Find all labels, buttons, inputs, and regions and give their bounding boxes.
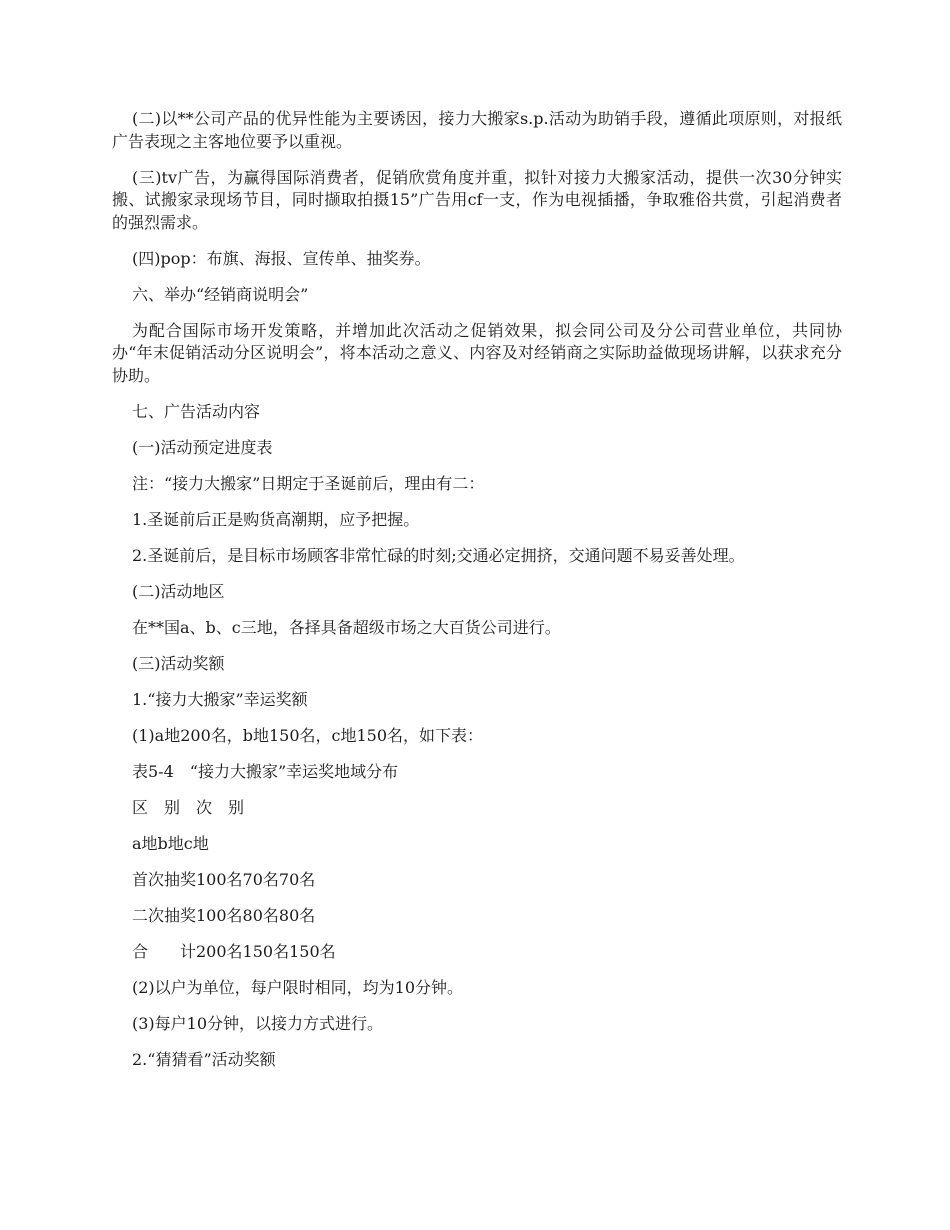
paragraph-newspaper-ad: (二)以**公司产品的优异性能为主要诱因，接力大搬家s.p.活动为助销手段，遵循此项原则，对报纸广告表现之主客地位要予以重视。 bbox=[112, 109, 842, 151]
table-row-first-draw: 首次抽奖100名70名70名 bbox=[132, 869, 316, 889]
paragraph-tv-ad: (三)tv广告，为赢得国际消费者，促销欣赏角度并重，拟针对接力大搬家活动，提供一次30分钟实搬、试搬家录现场节目，同时撷取拍摄15”广告用cf一支，作为电视插播，争取雅俗共赏，引起消费者的强烈需求。 bbox=[112, 167, 842, 232]
list-item-reason-1: 1.圣诞前后正是购货高潮期，应予把握。 bbox=[132, 509, 420, 529]
paragraph-pop: (四)pop：布旗、海报、宣传单、抽奖券。 bbox=[132, 248, 431, 268]
list-item-lucky-prize: 1.“接力大搬家”幸运奖额 bbox=[132, 689, 308, 709]
table-caption: 表5-4 “接力大搬家”幸运奖地域分布 bbox=[132, 761, 399, 781]
list-item-reason-2: 2.圣诞前后，是目标市场顾客非常忙碌的时刻;交通必定拥挤，交通问题不易妥善处理。 bbox=[132, 545, 745, 565]
section-heading-dealer-meeting: 六、举办“经销商说明会” bbox=[132, 284, 309, 304]
paragraph-dealer-meeting: 为配合国际市场开发策略，并增加此次活动之促销效果，拟会同公司及分公司营业单位，共同协办“年末促销活动分区说明会”，将本活动之意义、内容及对经销商之实际助益做现场讲解，以获求充分协助。 bbox=[112, 320, 842, 385]
table-column-row: a地b地c地 bbox=[132, 833, 209, 853]
list-item-relay-method: (3)每户10分钟，以接力方式进行。 bbox=[132, 1013, 384, 1033]
list-item-guess-prize: 2.“猜猜看”活动奖额 bbox=[132, 1049, 276, 1069]
table-row-total: 合 计200名150名150名 bbox=[132, 941, 336, 961]
table-header-row: 区 别 次 别 bbox=[132, 797, 245, 817]
subheading-schedule: (一)活动预定进度表 bbox=[132, 437, 273, 457]
paragraph-region: 在**国a、b、c三地，各择具备超级市场之大百货公司进行。 bbox=[132, 617, 561, 637]
list-item-household-unit: (2)以户为单位，每户限时相同，均为10分钟。 bbox=[132, 977, 464, 997]
subheading-prizes: (三)活动奖额 bbox=[132, 653, 225, 673]
subheading-region: (二)活动地区 bbox=[132, 581, 225, 601]
paragraph-note: 注：“接力大搬家”日期定于圣诞前后，理由有二： bbox=[132, 473, 485, 493]
table-row-second-draw: 二次抽奖100名80名80名 bbox=[132, 905, 316, 925]
document-body bbox=[112, 108, 842, 1085]
paragraph-prize-counts: (1)a地200名，b地150名，c地150名，如下表： bbox=[132, 725, 484, 745]
section-heading-ad-content: 七、广告活动内容 bbox=[132, 401, 261, 421]
